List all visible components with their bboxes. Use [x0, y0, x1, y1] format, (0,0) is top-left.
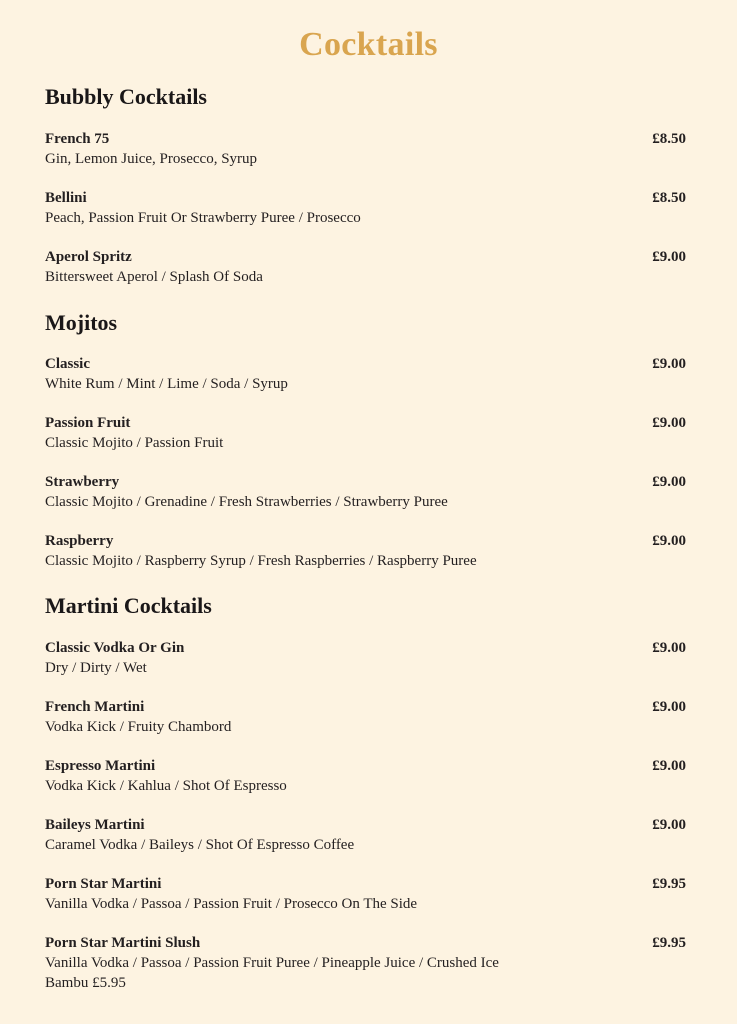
menu-item-french-75	[45, 129, 690, 169]
item-price: £8.50	[652, 190, 686, 206]
page-title: Cocktails	[299, 26, 438, 63]
item-price: £9.00	[652, 699, 686, 715]
item-description: Classic Mojito / Grenadine / Fresh Strawberries / Strawberry Puree	[45, 494, 448, 510]
item-description: Classic Mojito / Passion Fruit	[45, 435, 224, 451]
section-title-bubbly-cocktails: Bubbly Cocktails	[45, 84, 207, 109]
menu-item-classic-vodka-or-gin	[45, 638, 690, 678]
menu-item-raspberry-mojito	[45, 531, 690, 571]
item-name: Porn Star Martini Slush	[45, 935, 201, 951]
menu-item-strawberry-mojito	[45, 472, 690, 512]
menu-item-french-martini	[45, 697, 690, 737]
item-name: Aperol Spritz	[45, 249, 132, 265]
item-description: Vanilla Vodka / Passoa / Passion Fruit / Prosecco On The Side	[45, 896, 418, 912]
item-name: Baileys Martini	[45, 817, 145, 833]
item-description: Classic Mojito / Raspberry Syrup / Fresh Raspberries / Raspberry Puree	[45, 553, 477, 569]
item-price: £9.00	[652, 415, 686, 431]
item-name: Porn Star Martini	[45, 876, 162, 892]
item-price: £9.00	[652, 249, 686, 265]
item-name: Classic Vodka Or Gin	[45, 640, 185, 656]
item-description: Vodka Kick / Fruity Chambord	[45, 719, 232, 735]
item-price: £9.00	[652, 474, 686, 490]
menu-item-baileys-martini	[45, 815, 690, 855]
menu-item-porn-star-martini	[45, 874, 690, 914]
item-price: £9.95	[652, 876, 686, 892]
item-description: Vanilla Vodka / Passoa / Passion Fruit Puree / Pineapple Juice / Crushed Ice	[45, 955, 499, 971]
item-description: Caramel Vodka / Baileys / Shot Of Espresso Coffee	[45, 837, 355, 853]
item-price: £9.00	[652, 640, 686, 656]
item-description: Gin, Lemon Juice, Prosecco, Syrup	[45, 151, 258, 167]
item-description: Vodka Kick / Kahlua / Shot Of Espresso	[45, 778, 287, 794]
item-price: £9.00	[652, 533, 686, 549]
section-title-martini-cocktails: Martini Cocktails	[45, 593, 212, 618]
menu-item-espresso-martini	[45, 756, 690, 796]
item-price: £9.00	[652, 758, 686, 774]
item-price: £9.95	[652, 935, 686, 951]
item-description: White Rum / Mint / Lime / Soda / Syrup	[45, 376, 288, 392]
item-price: £8.50	[652, 131, 686, 147]
item-description: Bittersweet Aperol / Splash Of Soda	[45, 269, 263, 285]
item-name: Raspberry	[45, 533, 114, 549]
item-name: French Martini	[45, 699, 145, 715]
item-name: Espresso Martini	[45, 758, 156, 774]
item-description: Dry / Dirty / Wet	[45, 660, 147, 676]
menu-item-aperol-spritz	[45, 247, 690, 287]
section-title-mojitos: Mojitos	[45, 310, 118, 335]
menu-item-classic-mojito	[45, 354, 690, 394]
item-description: Peach, Passion Fruit Or Strawberry Puree / Prosecco	[45, 210, 361, 226]
item-name: Passion Fruit	[45, 415, 131, 431]
item-price: £9.00	[652, 817, 686, 833]
menu-item-porn-star-martini-slush	[45, 933, 690, 993]
item-name: Bellini	[45, 190, 87, 206]
menu-item-passion-fruit-mojito	[45, 413, 690, 453]
menu-item-bellini	[45, 188, 690, 228]
item-name: French 75	[45, 131, 110, 147]
item-name: Classic	[45, 356, 90, 372]
item-price: £9.00	[652, 356, 686, 372]
item-extra-note: Bambu £5.95	[45, 975, 126, 991]
item-name: Strawberry	[45, 474, 120, 490]
